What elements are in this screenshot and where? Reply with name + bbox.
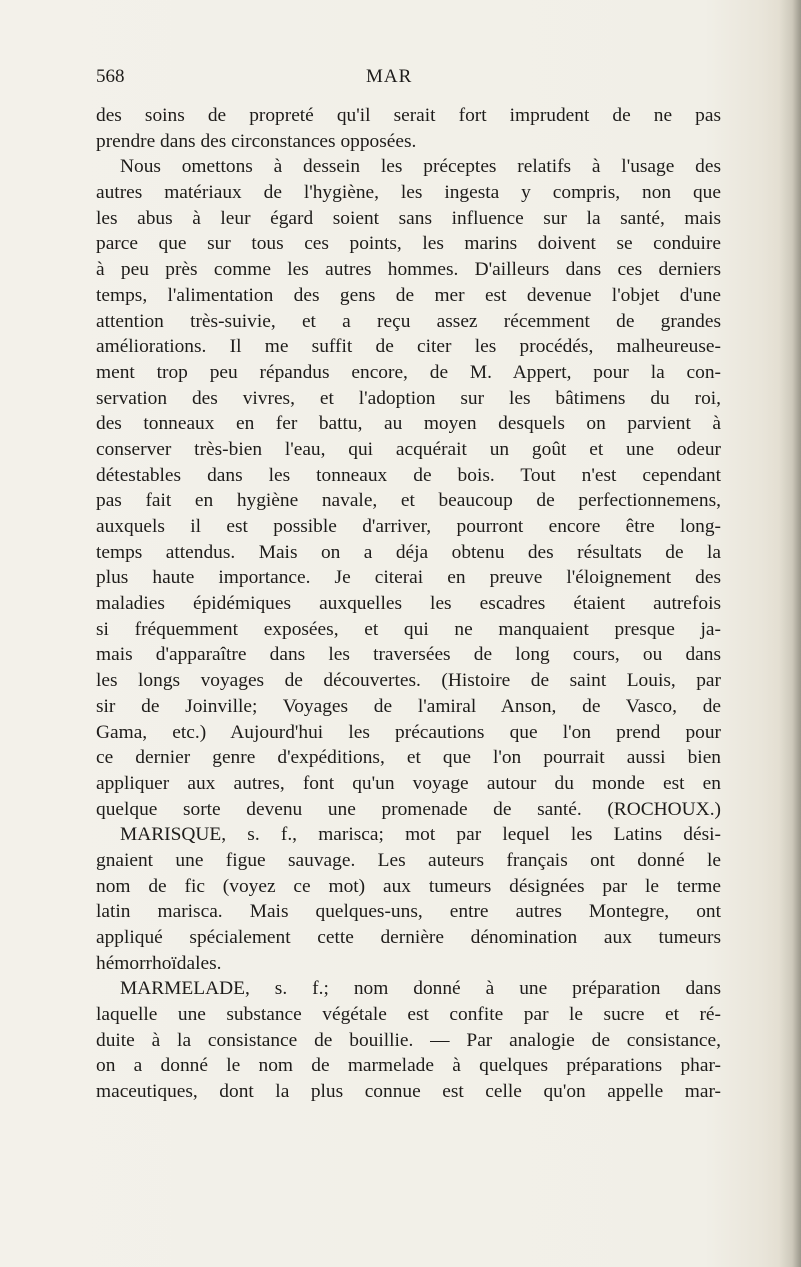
page-edge-shadow xyxy=(779,0,801,1267)
text-line: détestables dans les tonneaux de bois. Tout n'est cependant xyxy=(96,464,721,486)
text-line: des tonneaux en fer battu, au moyen desquels on parvient à xyxy=(96,413,721,435)
text-line: latin marisca. Mais quelques-uns, entre autres Montegre, ont xyxy=(96,901,721,923)
text-line: à peu près comme les autres hommes. D'ailleurs dans ces derniers xyxy=(96,259,721,281)
page-header xyxy=(96,66,716,96)
text-line: ce dernier genre d'expéditions, et que l'on pourrait aussi bien xyxy=(96,747,721,769)
text-line: des soins de propreté qu'il serait fort imprudent de ne pas xyxy=(96,105,721,126)
text-line: appliquer aux autres, font qu'un voyage autour du monde est en xyxy=(96,772,721,794)
text-line: nom de fic (voyez ce mot) aux tumeurs désignées par le terme xyxy=(96,875,721,897)
text-line: Gama, etc.) Aujourd'hui les précautions que l'on prend pour xyxy=(96,721,721,743)
text-line: on a donné le nom de marmelade à quelques préparations phar- xyxy=(96,1055,721,1077)
text-line: gnaient une figue sauvage. Les auteurs français ont donné le xyxy=(96,849,721,871)
text-line: auxquels il est possible d'arriver, pourront encore être long- xyxy=(96,516,721,537)
page-number: 568 xyxy=(96,66,125,87)
text-line: améliorations. Il me suffit de citer les procédés, malheureuse- xyxy=(96,336,721,358)
text-line: maceutiques, dont la plus connue est celle qu'on appelle mar- xyxy=(96,1081,721,1103)
text-line: temps attendus. Mais on a déja obtenu des résultats de la xyxy=(96,541,721,563)
text-line: pas fait en hygiène navale, et beaucoup de perfectionnemens, xyxy=(96,490,721,512)
text-line: MARMELADE, s. f.; nom donné à une préparation dans xyxy=(120,978,721,1000)
body-text xyxy=(96,103,721,1105)
text-line: laquelle une substance végétale est confite par le sucre et ré- xyxy=(96,1004,721,1026)
text-line: attention très-suivie, et a reçu assez récemment de grandes xyxy=(96,310,721,332)
text-line: mais d'apparaître dans les traversées de long cours, ou dans xyxy=(96,644,721,666)
text-line: MARISQUE, s. f., marisca; mot par lequel les Latins dési- xyxy=(120,824,721,846)
text-line: Nous omettons à dessein les préceptes relatifs à l'usage des xyxy=(120,156,721,178)
text-line: servation des vivres, et l'adoption sur les bâtimens du roi, xyxy=(96,387,721,409)
text-line: quelque sorte devenu une promenade de santé. (ROCHOUX.) xyxy=(96,798,721,820)
running-title: MAR xyxy=(366,66,413,87)
text-line: duite à la consistance de bouillie. — Par analogie de consistance, xyxy=(96,1029,721,1051)
text-line: appliqué spécialement cette dernière dénomination aux tumeurs xyxy=(96,927,721,948)
text-line: conserver très-bien l'eau, qui acquérait un goût et une odeur xyxy=(96,438,721,460)
text-line: si fréquemment exposées, et qui ne manquaient presque ja- xyxy=(96,618,721,640)
text-line: plus haute importance. Je citerai en preuve l'éloignement des xyxy=(96,567,721,589)
text-line: temps, l'alimentation des gens de mer est devenue l'objet d'une xyxy=(96,284,721,306)
text-line: autres matériaux de l'hygiène, les ingesta y compris, non que xyxy=(96,182,721,204)
text-line: les abus à leur égard soient sans influence sur la santé, mais xyxy=(96,207,721,229)
text-line: maladies épidémiques auxquelles les escadres étaient autrefois xyxy=(96,593,721,615)
text-line: hémorrhoïdales. xyxy=(96,952,222,974)
text-line: sir de Joinville; Voyages de l'amiral Anson, de Vasco, de xyxy=(96,695,721,717)
text-line: prendre dans des circonstances opposées. xyxy=(96,130,417,152)
text-line: les longs voyages de découvertes. (Histoire de saint Louis, par xyxy=(96,670,721,692)
text-line: ment trop peu répandus encore, de M. Appert, pour la con- xyxy=(96,361,721,383)
text-line: parce que sur tous ces points, les marins doivent se conduire xyxy=(96,233,721,255)
